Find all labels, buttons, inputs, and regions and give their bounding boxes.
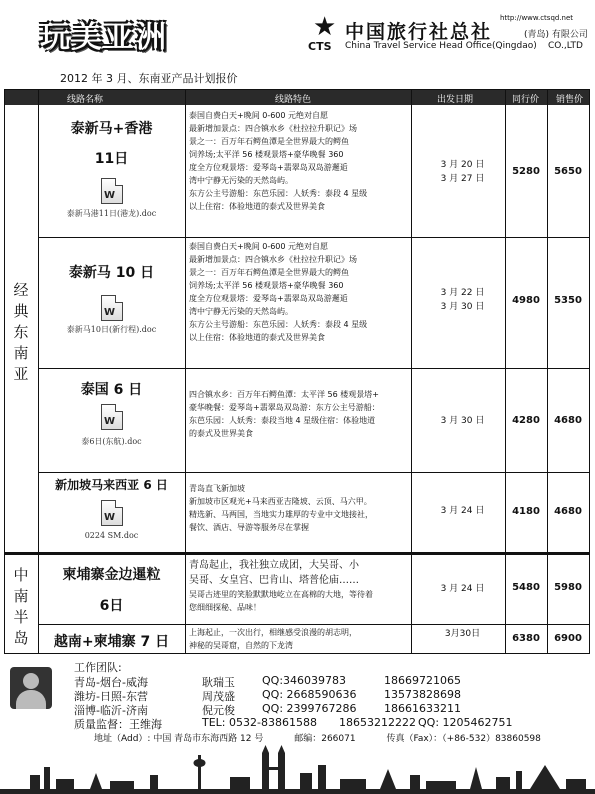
route-features — [189, 240, 415, 344]
company-name-cn: 中国旅行社总社 — [345, 21, 493, 43]
feature-line: 景之一：百万年石鳄鱼潭是全世界最大的鳄鱼 — [189, 268, 349, 277]
col-features: 线路特色 — [275, 95, 312, 105]
departure-dates — [416, 286, 509, 314]
postcode: 邮编：266071 — [294, 734, 356, 744]
word-doc-icon[interactable]: W — [101, 500, 123, 526]
word-doc-icon[interactable]: W — [101, 178, 123, 204]
cts-star-icon: ★ — [313, 12, 337, 42]
itinerary-file-link[interactable]: 泰6日(东航).doc — [81, 437, 142, 446]
member-area: 淄博-临沂-济南 — [74, 704, 148, 717]
divider — [38, 472, 589, 473]
departure-dates — [416, 414, 509, 428]
member-name: 倪元俊 — [202, 704, 235, 717]
route-name: 新加坡马来西亚 6 日 — [55, 478, 168, 492]
member-qq: QQ: 2668590636 — [262, 688, 357, 701]
table-header-row — [5, 90, 589, 105]
feature-line: 东方公主号游船：东芭乐园：人妖秀：泰段 4 星级 — [189, 320, 368, 329]
feature-line: 上海起止，一次出行，相继感受浪漫的胡志明， — [189, 628, 357, 637]
sale-price: 4680 — [554, 415, 582, 426]
fax: 传真（Fax）：（+86-532）83860598 — [386, 734, 541, 744]
departure-date: 3 月 27 日 — [440, 174, 485, 184]
departure-dates — [416, 504, 509, 518]
member-qq: QQ:346039783 — [262, 674, 347, 687]
feature-line: 最新增加景点：四合镇水乡《杜拉拉升职记》场 — [189, 124, 357, 133]
route-name: 柬埔寨金边暹粒 — [62, 567, 161, 583]
sale-price: 5350 — [554, 295, 582, 306]
member-name: 周茂盛 — [202, 690, 235, 703]
feature-line: 餐饮、酒店、导游等服务尽在掌握 — [189, 523, 309, 532]
route-name: 越南+柬埔寨 7 日 — [53, 634, 170, 650]
word-doc-icon[interactable]: W — [101, 295, 123, 321]
feature-line: 吴哥、女皇宫、巴肯山、塔普伦庙…… — [189, 575, 359, 586]
feature-line: 豪华晚餐：爱琴岛+翡翠岛双岛游：东方公主号游船： — [189, 403, 380, 412]
feature-line: 饲养场;太平洋 56 楼观景塔+豪华晚餐 360 — [189, 150, 344, 159]
peer-price: 5480 — [512, 582, 540, 593]
region-label: 经 典 东 南 亚 — [13, 281, 29, 383]
feature-line: 东方公主号游船：东芭乐园：人妖秀：泰段 4 星级 — [189, 189, 368, 198]
peer-price: 4180 — [512, 506, 540, 517]
contact-footer — [0, 657, 595, 794]
feature-line: 以上住宿：体验地道的泰式及世界美食 — [189, 202, 325, 211]
company-name-en: China Travel Service Head Office(Qingdao) — [345, 41, 537, 51]
peer-price: 4980 — [512, 295, 540, 306]
departure-date: 3 月 20 日 — [440, 160, 485, 170]
route-duration: 11日 — [94, 151, 129, 167]
departure-dates — [416, 627, 509, 641]
feature-line: 东芭乐园：人妖秀：泰段当地 4 星级住宿：体验地道 — [189, 416, 376, 425]
feature-line: 精选新、马两国，当地实力雄厚的专业中文地接社， — [189, 510, 373, 519]
route-name: 泰国 6 日 — [80, 382, 143, 398]
city-skyline-icon — [0, 745, 595, 794]
peer-price: 5280 — [512, 166, 540, 177]
route-name: 泰新马 10 日 — [68, 265, 155, 281]
member-phone: 13573828698 — [384, 688, 461, 701]
supervisor-mobile: 18653212222 — [339, 716, 416, 729]
supervisor-tel: TEL: 0532-83861588 — [202, 716, 317, 729]
price-table — [4, 89, 590, 654]
member-phone: 18669721065 — [384, 674, 461, 687]
member-qq: QQ: 2399767286 — [262, 702, 357, 715]
departure-date: 3月30日 — [444, 629, 481, 639]
region-divider — [5, 552, 589, 555]
col-route-name: 线路名称 — [67, 95, 104, 105]
address-line — [94, 731, 541, 744]
feature-line: 青岛起止，我社独立成团，大吴哥、小 — [189, 560, 359, 571]
itinerary-file-link[interactable]: 泰新马10日(新行程).doc — [66, 325, 157, 334]
itinerary-file-link[interactable]: 0224 SM.doc — [84, 531, 139, 540]
member-area: 潍坊-日照-东营 — [74, 690, 148, 703]
departure-dates — [416, 158, 509, 186]
route-features — [189, 109, 415, 213]
contact-avatar-icon — [10, 667, 52, 709]
member-area: 青岛-烟台-威海 — [74, 676, 148, 689]
address: 地址（Add）: 中国 青岛市东海西路 12 号 — [94, 734, 264, 744]
departure-date: 3 月 24 日 — [440, 506, 485, 516]
col-sale-price: 销售价 — [556, 95, 584, 105]
feature-line: 以上住宿：体验地道的泰式及世界美食 — [189, 333, 325, 342]
feature-line: 青岛直飞新加坡 — [189, 484, 245, 493]
departure-date: 3 月 30 日 — [440, 416, 485, 426]
feature-line: 最新增加景点：四合镇水乡《杜拉拉升职记》场 — [189, 255, 357, 264]
feature-line: 吴哥古迹里的笑脸默默地屹立在高棉的大地，等待着 — [189, 590, 373, 599]
team-title: 工作团队: — [74, 661, 122, 674]
divider — [38, 237, 589, 238]
departure-dates — [416, 582, 509, 596]
peer-price: 4280 — [512, 415, 540, 426]
feature-line: 神秘的吴哥窟，自然的下龙湾 — [189, 641, 293, 650]
supervisor-qq: QQ: 1205462751 — [418, 716, 513, 729]
feature-line: 度全方位观景塔：爱琴岛+翡翠岛双岛游邂逅 — [189, 163, 348, 172]
route-features — [189, 558, 415, 614]
member-phone: 18661633211 — [384, 702, 461, 715]
feature-line: 湾中宁静无污染的天然岛屿。 — [189, 307, 293, 316]
feature-line: 四合镇水乡：百万年石鳄鱼潭：太平洋 56 楼观景塔+ — [189, 390, 379, 399]
cts-mark: CTS — [308, 40, 332, 53]
page-header — [0, 0, 595, 64]
website-url[interactable]: http://www.ctsqd.net — [500, 14, 574, 22]
page-subtitle: 2012 年 3 月、东南亚产品计划报价 — [60, 72, 238, 85]
member-name: 耿瑞玉 — [202, 676, 235, 689]
sale-price: 6900 — [554, 633, 582, 644]
feature-line: 湾中宁静无污染的天然岛屿。 — [189, 176, 293, 185]
feature-line: 泰国自费白天+晚间 0-600 元绝对自愿 — [189, 111, 329, 120]
departure-date: 3 月 24 日 — [440, 584, 485, 594]
feature-line: 饲养场;太平洋 56 楼观景塔+豪华晚餐 360 — [189, 281, 344, 290]
feature-line: 景之一：百万年石鳄鱼潭是全世界最大的鳄鱼 — [189, 137, 349, 146]
col-peer-price: 同行价 — [512, 95, 540, 105]
itinerary-file-link[interactable]: 泰新马港11日(港龙).doc — [66, 209, 157, 218]
company-name-cn-suffix: (青岛) 有限公司 — [524, 30, 588, 40]
route-name: 泰新马+香港 — [70, 121, 153, 137]
departure-date: 3 月 30 日 — [440, 302, 485, 312]
col-departure: 出发日期 — [437, 95, 474, 105]
sale-price: 4680 — [554, 506, 582, 517]
supervisor-label: 质量监督：王维海 — [74, 718, 162, 731]
departure-date: 3 月 22 日 — [440, 288, 485, 298]
feature-line: 的泰式及世界美食 — [189, 429, 253, 438]
company-name-en-suffix: CO.,LTD — [548, 41, 583, 51]
route-features — [189, 388, 415, 440]
feature-line: 您细细探秘、品味！ — [189, 603, 261, 612]
route-features — [189, 626, 415, 652]
divider — [38, 368, 589, 369]
route-duration: 6日 — [99, 598, 124, 614]
feature-line: 新加坡市区观光+马来西亚吉隆坡、云顶、马六甲。 — [189, 497, 372, 506]
peer-price: 6380 — [512, 633, 540, 644]
divider — [185, 90, 186, 653]
divider — [38, 624, 589, 625]
word-doc-icon[interactable]: W — [101, 404, 123, 430]
route-features — [189, 482, 415, 534]
region-label: 中 南 半 岛 — [13, 566, 29, 647]
sale-price: 5650 — [554, 166, 582, 177]
brand-title: 玩美亚洲 — [40, 20, 168, 55]
sale-price: 5980 — [554, 582, 582, 593]
feature-line: 泰国自费白天+晚间 0-600 元绝对自愿 — [189, 242, 329, 251]
feature-line: 度全方位观景塔：爱琴岛+翡翠岛双岛游邂逅 — [189, 294, 348, 303]
